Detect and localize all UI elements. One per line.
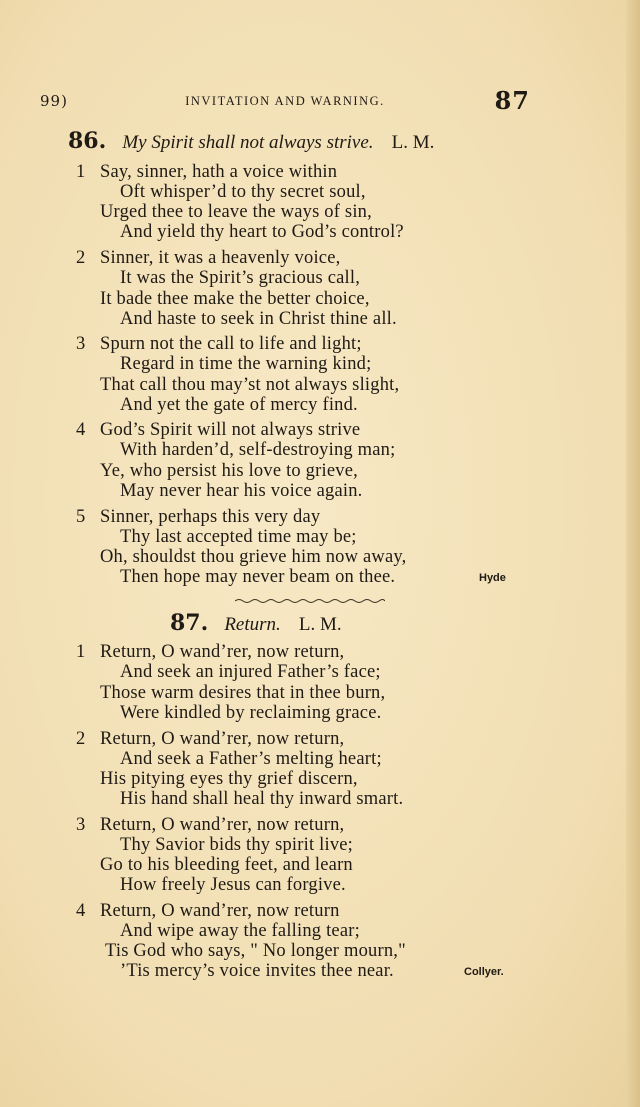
hymn-number: 86. <box>68 128 107 154</box>
verse-line: Return, O wand’rer, now return, <box>100 729 345 749</box>
verse-line: Sinner, perhaps this very day <box>100 507 321 527</box>
verse-number: 4 <box>76 901 86 921</box>
verse-line: And yield thy heart to God’s control? <box>120 222 404 242</box>
verse-number: 1 <box>76 642 86 662</box>
hymn-author: Collyer. <box>464 966 504 978</box>
verse-number: 3 <box>76 815 86 835</box>
verse-line: May never hear his voice again. <box>120 481 363 501</box>
verse-number: 5 <box>76 507 86 527</box>
page-number: 87 <box>494 86 530 115</box>
hymn-86-title <box>68 128 434 154</box>
hymn-title-text: Return. <box>224 614 281 635</box>
verse-line: Oft whisper’d to thy secret soul, <box>120 182 366 202</box>
verse-number: 1 <box>76 162 86 182</box>
hymn-author: Hyde <box>479 572 506 584</box>
verse-line: God’s Spirit will not always strive <box>100 420 361 440</box>
verse-line: Return, O wand’rer, now return <box>100 901 340 921</box>
hymn-meter: L. M. <box>298 614 342 635</box>
verse-line: Say, sinner, hath a voice within <box>100 162 338 182</box>
verse-number: 3 <box>76 334 86 354</box>
verse-line: Were kindled by reclaiming grace. <box>120 703 382 723</box>
page-edge <box>626 0 640 1107</box>
verse-line: Urged thee to leave the ways of sin, <box>100 202 372 222</box>
verse-line: Sinner, it was a heavenly voice, <box>100 248 341 268</box>
hymn-meter: L. M. <box>391 132 435 153</box>
verse-line: Go to his bleeding feet, and learn <box>100 855 353 875</box>
verse-line: And yet the gate of mercy find. <box>120 395 358 415</box>
verse-line: Regard in time the warning kind; <box>120 354 372 374</box>
verse-number: 2 <box>76 248 86 268</box>
verse-line: And wipe away the falling tear; <box>120 921 360 941</box>
verse-number: 4 <box>76 420 86 440</box>
verse-line: Return, O wand’rer, now return, <box>100 815 345 835</box>
running-header <box>40 86 530 115</box>
verse-line: Spurn not the call to life and light; <box>100 334 362 354</box>
verse-number: 2 <box>76 729 86 749</box>
verse-line: Then hope may never beam on thee. <box>120 567 396 587</box>
verse-line: ’Tis mercy’s voice invites thee near. <box>120 961 394 981</box>
verse-line: Tis God who says, " No longer mourn," <box>105 941 406 961</box>
hymn-87-title <box>170 610 342 636</box>
ornamental-divider <box>235 598 385 604</box>
header-title: INVITATION AND WARNING. <box>185 94 385 108</box>
verse-line: Oh, shouldst thou grieve him now away, <box>100 547 407 567</box>
verse-line: Return, O wand’rer, now return, <box>100 642 345 662</box>
verse-line: Thy Savior bids thy spirit live; <box>120 835 354 855</box>
verse-line: And seek a Father’s melting heart; <box>120 749 382 769</box>
verse-line: With harden’d, self-destroying man; <box>120 440 396 460</box>
verse-line: It was the Spirit’s gracious call, <box>120 268 361 288</box>
verse-line: And seek an injured Father’s face; <box>120 662 381 682</box>
header-left-fragment: 99) <box>40 92 68 110</box>
verse-line: How freely Jesus can forgive. <box>120 875 346 895</box>
verse-line: That call thou may’st not always slight, <box>100 375 400 395</box>
verse-line: Ye, who persist his love to grieve, <box>100 461 358 481</box>
verse-line: His hand shall heal thy inward smart. <box>120 789 404 809</box>
hymn-title-text: My Spirit shall not always strive. <box>122 132 374 153</box>
verse-line: His pitying eyes thy grief discern, <box>100 769 358 789</box>
verse-line: It bade thee make the better choice, <box>100 289 370 309</box>
verse-line: Those warm desires that in thee burn, <box>100 683 386 703</box>
verse-line: And haste to seek in Christ thine all. <box>120 309 397 329</box>
verse-line: Thy last accepted time may be; <box>120 527 357 547</box>
hymn-number: 87. <box>170 610 209 636</box>
